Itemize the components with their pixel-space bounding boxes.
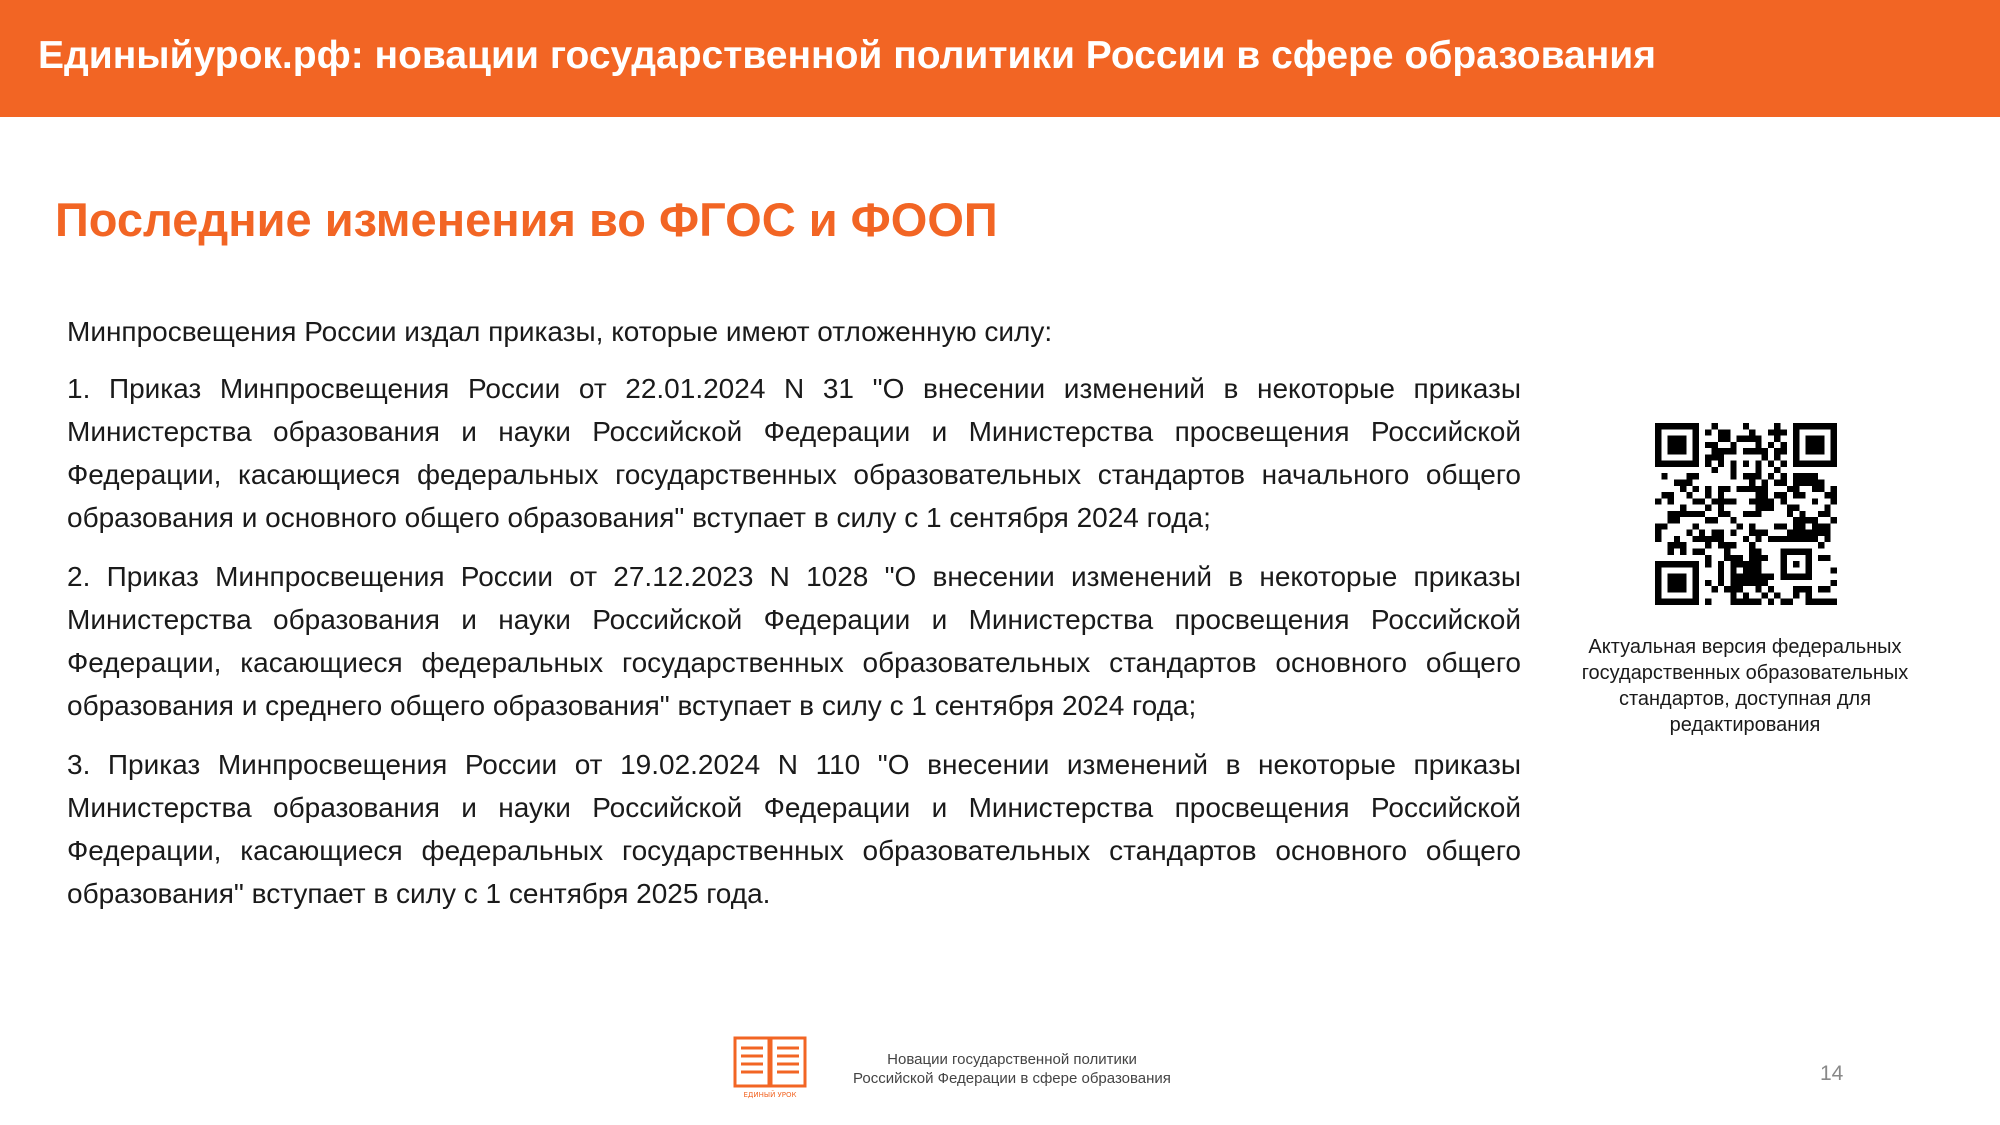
slide-body [67,310,1521,931]
slide-heading: Последние изменения во ФГОС и ФООП [55,193,998,246]
footer-caption [812,1050,1212,1088]
logo-label: ЕДИНЫЙ УРОК [743,1091,797,1099]
order-item-1: 1. Приказ Минпросвещения России от 22.01.2024 N 31 "О внесении изменений в некоторые приказы Министерства образования и науки Российской Федерации и Министерства просвещения Российской Федерации, касающиеся федеральных государственных образовательных стандартов начального общего образования и основного общего образования" вступает в силу с 1 сентября 2024 года; [67,373,1521,533]
qr-caption: Актуальная версия федеральных государственных образовательных стандартов, доступная для редактирования [1581,636,1909,736]
footer-line-2: Российской Федерации в сфере образования [853,1070,1171,1087]
presentation-title: Единыйурок.рф: новации государственной политики России в сфере образования [38,34,1657,77]
order-item-3: 3. Приказ Минпросвещения России от 19.02.2024 N 110 "О внесении изменений в некоторые приказы Министерства образования и науки Российской Федерации и Министерства просвещения Российской Федерации, касающиеся федеральных государственных образовательных стандартов основного общего образования" вступает в силу с 1 сентября 2025 года. [67,749,1521,909]
qr-code-icon[interactable] [1655,423,1837,605]
footer-line-1: Новации государственной политики [887,1051,1137,1068]
page-number: 14 [1820,1062,1844,1085]
header-bar [0,0,2000,117]
order-item-2: 2. Приказ Минпросвещения России от 27.12.2023 N 1028 "О внесении изменений в некоторые приказы Министерства образования и науки Российской Федерации и Министерства просвещения Российской Федерации, касающиеся федеральных государственных образовательных стандартов основного общего образования и среднего общего образования" вступает в силу с 1 сентября 2024 года; [67,561,1521,721]
logo-icon [733,1036,807,1100]
intro-paragraph: Минпросвещения России издал приказы, которые имеют отложенную силу: [67,316,1053,347]
